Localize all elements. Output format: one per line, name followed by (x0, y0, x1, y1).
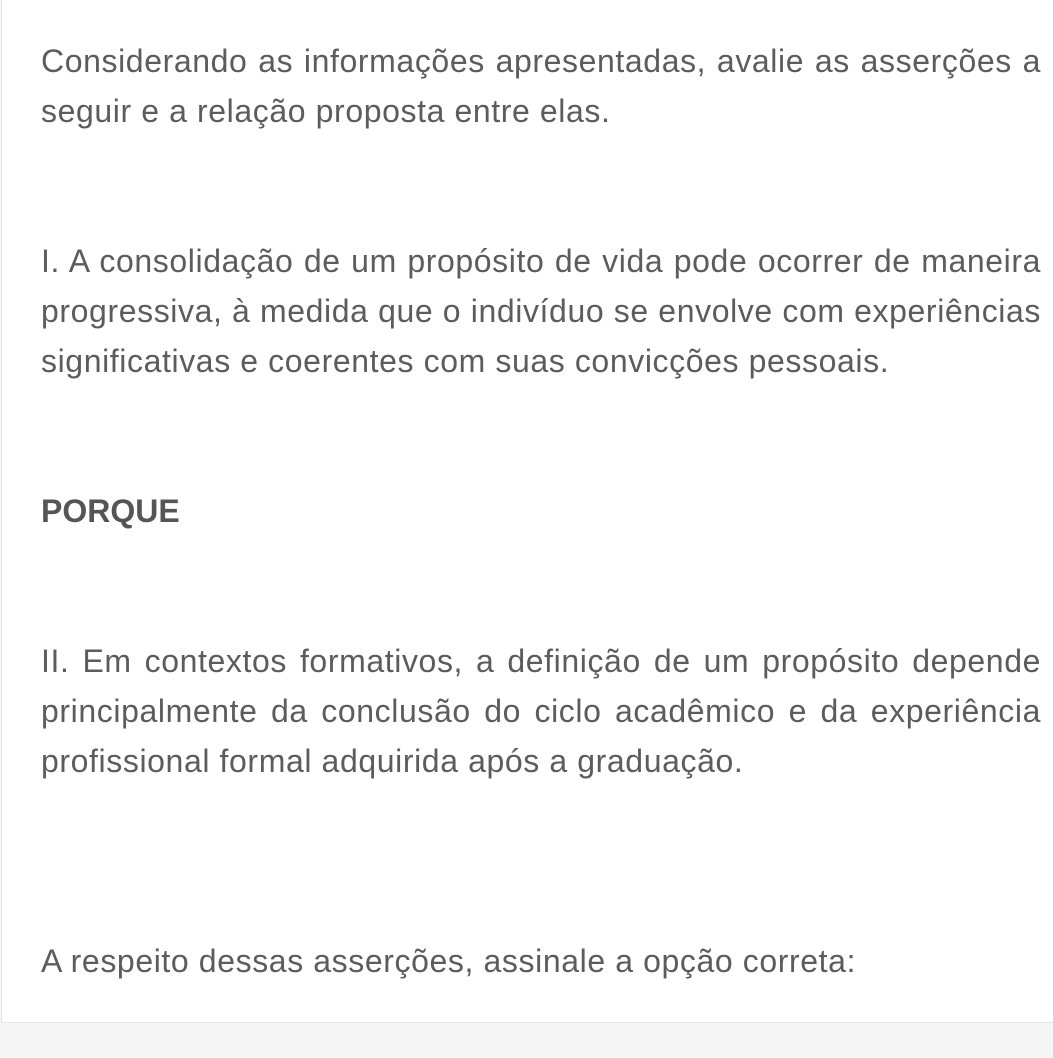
question-card (1, 0, 1053, 1023)
connector-porque: PORQUE (41, 493, 180, 529)
assertion-two: II. Em contextos formativos, a definição de um propósito depende principalmente da conclusão do ciclo acadêmico e da experiência profissional formal adquirida após a graduação. (41, 643, 1041, 779)
question-intro: Considerando as informações apresentadas, avalie as asserções a seguir e a relação proposta entre elas. (41, 43, 1041, 129)
assertion-one: I. A consolidação de um propósito de vida pode ocorrer de maneira progressiva, à medida que o indivíduo se envolve com experiências significativas e coerentes com suas convicções pessoais. (41, 243, 1041, 379)
question-prompt: A respeito dessas asserções, assinale a opção correta: (41, 943, 857, 979)
